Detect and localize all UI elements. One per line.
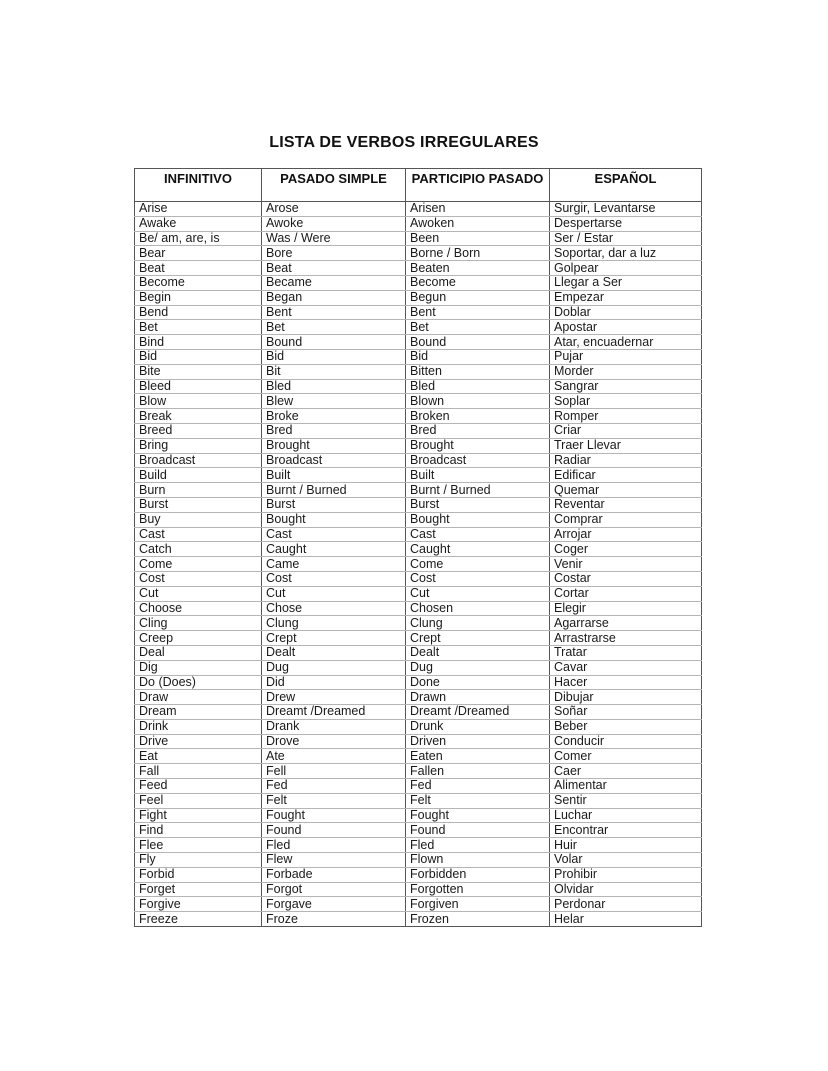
past-simple-cell: Bit (262, 364, 406, 379)
spanish-cell: Cortar (550, 586, 702, 601)
header-spanish: ESPAÑOL (550, 169, 702, 202)
past-participle-cell: Come (406, 557, 550, 572)
past-participle-cell: Bet (406, 320, 550, 335)
table-row (135, 853, 702, 868)
infinitive-cell: Feed (135, 779, 262, 794)
spanish-cell: Comprar (550, 512, 702, 527)
table-row (135, 808, 702, 823)
table-row (135, 320, 702, 335)
infinitive-cell: Cost (135, 571, 262, 586)
past-simple-cell: Drank (262, 719, 406, 734)
spanish-cell: Prohibir (550, 867, 702, 882)
infinitive-cell: Awake (135, 216, 262, 231)
table-row (135, 261, 702, 276)
past-participle-cell: Beaten (406, 261, 550, 276)
infinitive-cell: Bid (135, 349, 262, 364)
table-row (135, 690, 702, 705)
infinitive-cell: Bet (135, 320, 262, 335)
infinitive-cell: Build (135, 468, 262, 483)
past-participle-cell: Found (406, 823, 550, 838)
infinitive-cell: Burst (135, 497, 262, 512)
spanish-cell: Soñar (550, 705, 702, 720)
infinitive-cell: Be/ am, are, is (135, 231, 262, 246)
past-simple-cell: Fed (262, 779, 406, 794)
infinitive-cell: Forget (135, 882, 262, 897)
table-row (135, 497, 702, 512)
infinitive-cell: Bear (135, 246, 262, 261)
infinitive-cell: Do (Does) (135, 675, 262, 690)
past-simple-cell: Dealt (262, 645, 406, 660)
header-infinitive: INFINITIVO (135, 169, 262, 202)
infinitive-cell: Dream (135, 705, 262, 720)
infinitive-cell: Cut (135, 586, 262, 601)
infinitive-cell: Freeze (135, 912, 262, 927)
infinitive-cell: Drink (135, 719, 262, 734)
past-participle-cell: Caught (406, 542, 550, 557)
past-participle-cell: Begun (406, 290, 550, 305)
past-simple-cell: Beat (262, 261, 406, 276)
table-row (135, 216, 702, 231)
infinitive-cell: Arise (135, 202, 262, 217)
table-row (135, 897, 702, 912)
past-participle-cell: Broadcast (406, 453, 550, 468)
spanish-cell: Luchar (550, 808, 702, 823)
spanish-cell: Dibujar (550, 690, 702, 705)
spanish-cell: Quemar (550, 483, 702, 498)
spanish-cell: Despertarse (550, 216, 702, 231)
past-simple-cell: Did (262, 675, 406, 690)
past-participle-cell: Forbidden (406, 867, 550, 882)
infinitive-cell: Drive (135, 734, 262, 749)
spanish-cell: Surgir, Levantarse (550, 202, 702, 217)
past-simple-cell: Broadcast (262, 453, 406, 468)
table-row (135, 409, 702, 424)
table-row (135, 912, 702, 927)
past-simple-cell: Brought (262, 438, 406, 453)
past-participle-cell: Forgotten (406, 882, 550, 897)
infinitive-cell: Beat (135, 261, 262, 276)
infinitive-cell: Forbid (135, 867, 262, 882)
infinitive-cell: Choose (135, 601, 262, 616)
infinitive-cell: Catch (135, 542, 262, 557)
table-row (135, 838, 702, 853)
spanish-cell: Olvidar (550, 882, 702, 897)
past-simple-cell: Bound (262, 335, 406, 350)
spanish-cell: Tratar (550, 645, 702, 660)
table-row (135, 394, 702, 409)
past-simple-cell: Forgot (262, 882, 406, 897)
past-participle-cell: Cost (406, 571, 550, 586)
table-row (135, 468, 702, 483)
past-participle-cell: Frozen (406, 912, 550, 927)
spanish-cell: Arrojar (550, 527, 702, 542)
table-row (135, 867, 702, 882)
infinitive-cell: Draw (135, 690, 262, 705)
spanish-cell: Doblar (550, 305, 702, 320)
spanish-cell: Venir (550, 557, 702, 572)
past-participle-cell: Blown (406, 394, 550, 409)
past-participle-cell: Dug (406, 660, 550, 675)
spanish-cell: Soportar, dar a luz (550, 246, 702, 261)
table-row (135, 557, 702, 572)
past-simple-cell: Drove (262, 734, 406, 749)
past-simple-cell: Bid (262, 349, 406, 364)
table-row (135, 764, 702, 779)
irregular-verbs-table (134, 168, 702, 927)
spanish-cell: Hacer (550, 675, 702, 690)
past-participle-cell: Drunk (406, 719, 550, 734)
spanish-cell: Sentir (550, 793, 702, 808)
table-row (135, 882, 702, 897)
header-past-participle: PARTICIPIO PASADO (406, 169, 550, 202)
table-row (135, 512, 702, 527)
past-simple-cell: Arose (262, 202, 406, 217)
infinitive-cell: Feel (135, 793, 262, 808)
infinitive-cell: Find (135, 823, 262, 838)
past-participle-cell: Bid (406, 349, 550, 364)
past-simple-cell: Cost (262, 571, 406, 586)
table-row (135, 527, 702, 542)
infinitive-cell: Forgive (135, 897, 262, 912)
table-row (135, 779, 702, 794)
past-participle-cell: Bent (406, 305, 550, 320)
header-past-simple: PASADO SIMPLE (262, 169, 406, 202)
spanish-cell: Soplar (550, 394, 702, 409)
past-simple-cell: Bet (262, 320, 406, 335)
table-row (135, 601, 702, 616)
past-simple-cell: Crept (262, 631, 406, 646)
infinitive-cell: Burn (135, 483, 262, 498)
table-row (135, 542, 702, 557)
past-participle-cell: Dreamt /Dreamed (406, 705, 550, 720)
past-simple-cell: Bought (262, 512, 406, 527)
past-participle-cell: Drawn (406, 690, 550, 705)
infinitive-cell: Bend (135, 305, 262, 320)
past-participle-cell: Cut (406, 586, 550, 601)
spanish-cell: Encontrar (550, 823, 702, 838)
past-simple-cell: Clung (262, 616, 406, 631)
past-simple-cell: Dreamt /Dreamed (262, 705, 406, 720)
past-simple-cell: Froze (262, 912, 406, 927)
table-row (135, 719, 702, 734)
past-participle-cell: Fed (406, 779, 550, 794)
past-simple-cell: Felt (262, 793, 406, 808)
past-simple-cell: Came (262, 557, 406, 572)
infinitive-cell: Blow (135, 394, 262, 409)
spanish-cell: Empezar (550, 290, 702, 305)
past-participle-cell: Clung (406, 616, 550, 631)
spanish-cell: Edificar (550, 468, 702, 483)
table-row (135, 823, 702, 838)
infinitive-cell: Bring (135, 438, 262, 453)
past-simple-cell: Fought (262, 808, 406, 823)
infinitive-cell: Flee (135, 838, 262, 853)
spanish-cell: Llegar a Ser (550, 275, 702, 290)
table-row (135, 202, 702, 217)
spanish-cell: Coger (550, 542, 702, 557)
infinitive-cell: Cast (135, 527, 262, 542)
infinitive-cell: Cling (135, 616, 262, 631)
past-simple-cell: Built (262, 468, 406, 483)
past-participle-cell: Bitten (406, 364, 550, 379)
spanish-cell: Conducir (550, 734, 702, 749)
table-row (135, 290, 702, 305)
past-simple-cell: Blew (262, 394, 406, 409)
spanish-cell: Morder (550, 364, 702, 379)
past-participle-cell: Been (406, 231, 550, 246)
spanish-cell: Golpear (550, 261, 702, 276)
table-row (135, 616, 702, 631)
past-participle-cell: Become (406, 275, 550, 290)
past-participle-cell: Fought (406, 808, 550, 823)
past-simple-cell: Forbade (262, 867, 406, 882)
past-simple-cell: Caught (262, 542, 406, 557)
spanish-cell: Comer (550, 749, 702, 764)
infinitive-cell: Fly (135, 853, 262, 868)
past-simple-cell: Burnt / Burned (262, 483, 406, 498)
table-row (135, 379, 702, 394)
table-body (135, 202, 702, 927)
spanish-cell: Atar, encuadernar (550, 335, 702, 350)
spanish-cell: Romper (550, 409, 702, 424)
past-participle-cell: Arisen (406, 202, 550, 217)
spanish-cell: Sangrar (550, 379, 702, 394)
past-participle-cell: Brought (406, 438, 550, 453)
past-participle-cell: Done (406, 675, 550, 690)
past-participle-cell: Chosen (406, 601, 550, 616)
past-simple-cell: Was / Were (262, 231, 406, 246)
past-participle-cell: Felt (406, 793, 550, 808)
table-row (135, 275, 702, 290)
spanish-cell: Huir (550, 838, 702, 853)
table-row (135, 705, 702, 720)
table-row (135, 483, 702, 498)
infinitive-cell: Begin (135, 290, 262, 305)
spanish-cell: Alimentar (550, 779, 702, 794)
table-row (135, 586, 702, 601)
past-participle-cell: Bought (406, 512, 550, 527)
table-row (135, 631, 702, 646)
infinitive-cell: Become (135, 275, 262, 290)
past-participle-cell: Fallen (406, 764, 550, 779)
table-row (135, 335, 702, 350)
infinitive-cell: Dig (135, 660, 262, 675)
past-simple-cell: Became (262, 275, 406, 290)
table-row (135, 749, 702, 764)
past-simple-cell: Flew (262, 853, 406, 868)
table-row (135, 453, 702, 468)
table-row (135, 305, 702, 320)
past-simple-cell: Cut (262, 586, 406, 601)
spanish-cell: Perdonar (550, 897, 702, 912)
past-simple-cell: Dug (262, 660, 406, 675)
table-row (135, 349, 702, 364)
past-participle-cell: Cast (406, 527, 550, 542)
infinitive-cell: Fight (135, 808, 262, 823)
spanish-cell: Helar (550, 912, 702, 927)
past-participle-cell: Bound (406, 335, 550, 350)
infinitive-cell: Broadcast (135, 453, 262, 468)
past-simple-cell: Burst (262, 497, 406, 512)
spanish-cell: Beber (550, 719, 702, 734)
past-participle-cell: Bred (406, 423, 550, 438)
past-simple-cell: Cast (262, 527, 406, 542)
past-simple-cell: Fell (262, 764, 406, 779)
table-row (135, 571, 702, 586)
past-simple-cell: Chose (262, 601, 406, 616)
infinitive-cell: Deal (135, 645, 262, 660)
spanish-cell: Caer (550, 764, 702, 779)
past-participle-cell: Burst (406, 497, 550, 512)
table-row (135, 645, 702, 660)
table-row (135, 246, 702, 261)
past-simple-cell: Forgave (262, 897, 406, 912)
past-simple-cell: Ate (262, 749, 406, 764)
past-simple-cell: Found (262, 823, 406, 838)
spanish-cell: Cavar (550, 660, 702, 675)
infinitive-cell: Buy (135, 512, 262, 527)
past-participle-cell: Burnt / Burned (406, 483, 550, 498)
document-title: LISTA DE VERBOS IRREGULARES (269, 134, 539, 151)
infinitive-cell: Creep (135, 631, 262, 646)
past-simple-cell: Awoke (262, 216, 406, 231)
spanish-cell: Traer Llevar (550, 438, 702, 453)
infinitive-cell: Break (135, 409, 262, 424)
past-participle-cell: Crept (406, 631, 550, 646)
past-participle-cell: Fled (406, 838, 550, 853)
table-row (135, 423, 702, 438)
spanish-cell: Criar (550, 423, 702, 438)
infinitive-cell: Fall (135, 764, 262, 779)
infinitive-cell: Bleed (135, 379, 262, 394)
spanish-cell: Arrastrarse (550, 631, 702, 646)
spanish-cell: Volar (550, 853, 702, 868)
table-header-row (135, 169, 702, 202)
past-participle-cell: Awoken (406, 216, 550, 231)
past-simple-cell: Drew (262, 690, 406, 705)
spanish-cell: Apostar (550, 320, 702, 335)
past-simple-cell: Bore (262, 246, 406, 261)
past-participle-cell: Built (406, 468, 550, 483)
past-participle-cell: Borne / Born (406, 246, 550, 261)
table-row (135, 675, 702, 690)
past-simple-cell: Bled (262, 379, 406, 394)
past-participle-cell: Forgiven (406, 897, 550, 912)
spanish-cell: Elegir (550, 601, 702, 616)
past-simple-cell: Fled (262, 838, 406, 853)
infinitive-cell: Breed (135, 423, 262, 438)
past-simple-cell: Bred (262, 423, 406, 438)
past-simple-cell: Broke (262, 409, 406, 424)
spanish-cell: Reventar (550, 497, 702, 512)
infinitive-cell: Bite (135, 364, 262, 379)
spanish-cell: Pujar (550, 349, 702, 364)
past-simple-cell: Began (262, 290, 406, 305)
spanish-cell: Ser / Estar (550, 231, 702, 246)
table-row (135, 660, 702, 675)
spanish-cell: Agarrarse (550, 616, 702, 631)
table-row (135, 438, 702, 453)
spanish-cell: Radiar (550, 453, 702, 468)
table-row (135, 793, 702, 808)
past-participle-cell: Flown (406, 853, 550, 868)
infinitive-cell: Bind (135, 335, 262, 350)
infinitive-cell: Eat (135, 749, 262, 764)
past-participle-cell: Dealt (406, 645, 550, 660)
table-row (135, 364, 702, 379)
past-participle-cell: Broken (406, 409, 550, 424)
spanish-cell: Costar (550, 571, 702, 586)
past-participle-cell: Bled (406, 379, 550, 394)
past-participle-cell: Eaten (406, 749, 550, 764)
table-row (135, 734, 702, 749)
past-simple-cell: Bent (262, 305, 406, 320)
past-participle-cell: Driven (406, 734, 550, 749)
infinitive-cell: Come (135, 557, 262, 572)
table-row (135, 231, 702, 246)
